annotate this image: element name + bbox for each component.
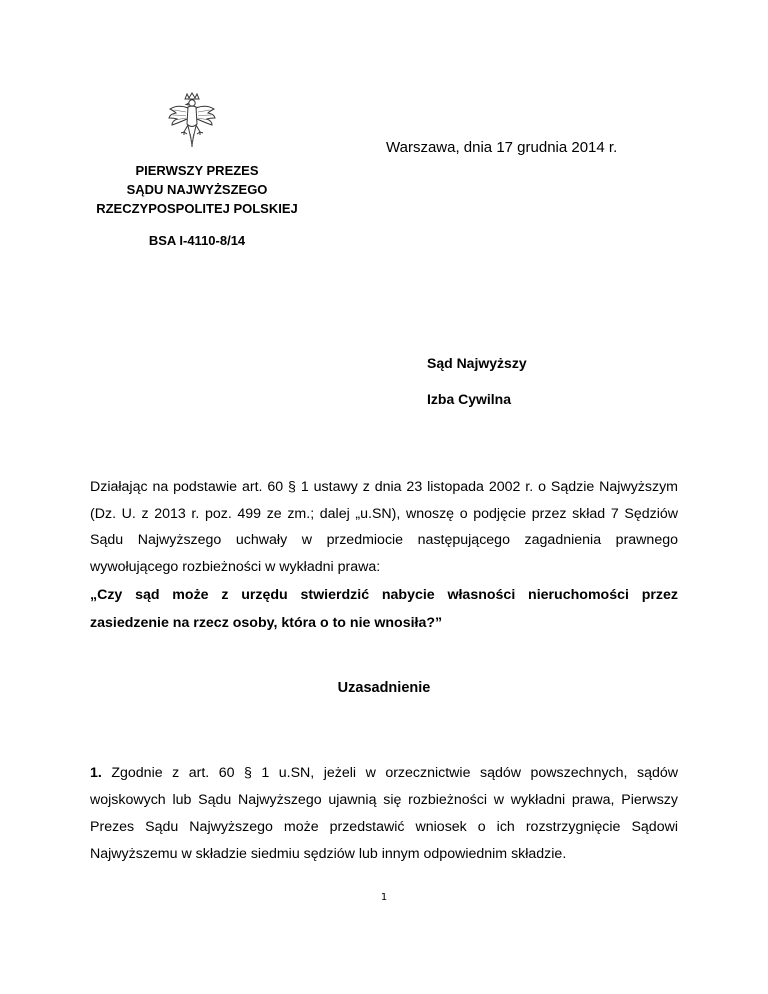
reference-number: BSA I-4110-8/14	[148, 233, 246, 248]
point-text: Zgodnie z art. 60 § 1 u.SN, jeżeli w orzecznictwie sądów powszechnych, sądów wojskowych lub Sądu Najwyższego ujawnią się rozbieżności w wykładni prawa, Pierwszy Prezes Sądu Najwyższego może przedstawić wniosek o ich rozstrzygnięcie Sądowi Najwyższemu w składzie siedmiu sędziów lub innym odpowiednim składzie.	[90, 765, 678, 862]
polish-eagle-emblem-icon	[166, 92, 218, 150]
issuer-line: RZECZYPOSPOLITEJ POLSKIEJ	[96, 201, 298, 216]
section-heading: Uzasadnienie	[337, 680, 431, 696]
legal-question: „Czy sąd może z urzędu stwierdzić nabycie własności nieruchomości przez zasiedzenie na rzecz osoby, która o to nie wnosiła?”	[90, 587, 678, 631]
addressee-block	[427, 345, 527, 417]
intro-paragraph: Działając na podstawie art. 60 § 1 ustawy z dnia 23 listopada 2002 r. o Sądzie Najwyższym (Dz. U. z 2013 r. poz. 499 ze zm.; dalej „u.SN), wnoszę o podjęcie przez skład 7 Sędziów Sądu Najwyższego uchwały w przedmiocie następującego zagadnienia prawnego wywołującego rozbieżności w wykładni prawa:	[90, 479, 678, 575]
point-number: 1.	[90, 765, 102, 781]
issuer-block	[82, 161, 312, 218]
issuer-line: PIERWSZY PREZES	[135, 163, 259, 178]
issuer-line: SĄDU NAJWYŻSZEGO	[126, 182, 268, 197]
date-line: Warszawa, dnia 17 grudnia 2014 r.	[386, 139, 618, 156]
addressee-court: Sąd Najwyższy	[427, 355, 527, 371]
point-paragraph	[90, 760, 678, 868]
addressee-chamber: Izba Cywilna	[427, 391, 512, 407]
page-number: 1	[380, 892, 388, 903]
